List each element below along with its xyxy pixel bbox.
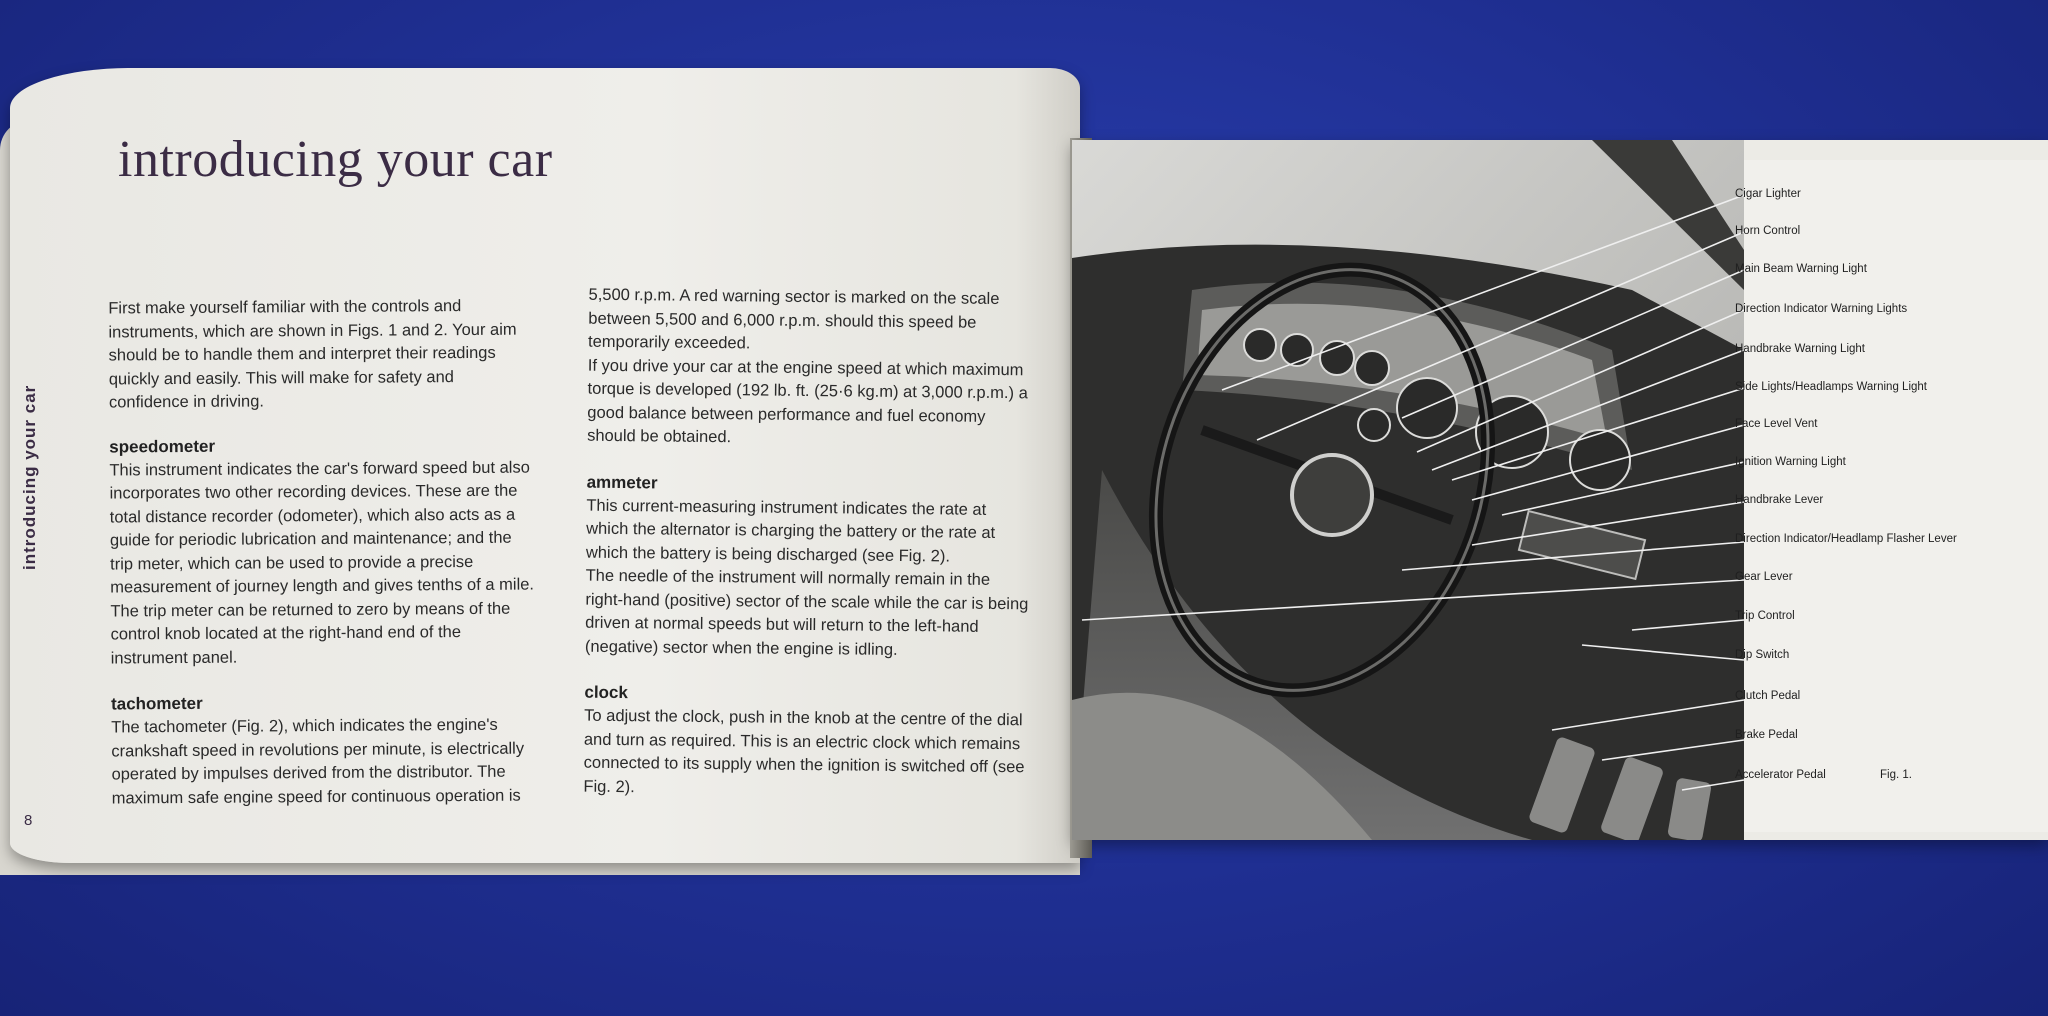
clock-text: To adjust the clock, push in the knob at the centre of the dial and turn as required. This is an electric clock which remains connected to its supply when the ignition is switched off (see Fig. 2). [583,706,1025,796]
page-title: introducing your car [118,131,553,188]
tachometer-continued-text: 5,500 r.p.m. A red warning sector is marked on the scale between 5,500 and 6,000 r.p.m. should this speed be temporarily exceeded. [588,285,1000,353]
label-main-beam-warning-light: Main Beam Warning Light [1735,263,1867,275]
tachometer-text: The tachometer (Fig. 2), which indicates the engine's crankshaft speed in revolutions per minute, is electrically operated by impulses derived from the distributor. The maximum safe engine speed for continuous operation is [111,715,525,807]
speedometer-text: This instrument indicates the car's forward speed but also incorporates two other recording devices. These are the total distance recorder (odometer), which also acts as a guide for periodic lubrication and maintenance; and the trip meter, which can be used to provide a precise measurement of journey length and gives tenths of a mile. The trip meter can be returned to zero by means of the control knob located at the right-hand end of the instrument panel. [109,458,535,667]
label-face-level-vent: Face Level Vent [1735,418,1818,430]
label-clutch-pedal: Clutch Pedal [1735,690,1801,702]
ammeter-text-2: The needle of the instrument will normally remain in the right-hand (positive) sector of the scale while the car is being driven at normal speeds but will return to the left-hand (negative) sector when the engine is idling. [584,566,1029,659]
ammeter-heading: ammeter [586,472,658,492]
label-horn-control: Horn Control [1735,225,1801,237]
dashboard-photo [1072,140,1744,840]
speedometer-heading: speedometer [109,436,216,456]
label-side-lights-warning-light: Side Lights/Headlamps Warning Light [1735,381,1927,393]
label-accelerator-pedal: Accelerator Pedal [1735,769,1826,781]
text-column-2 [583,284,1032,804]
page-number: 8 [24,812,33,829]
label-brake-pedal: Brake Pedal [1735,729,1798,741]
clock-heading: clock [584,682,629,703]
intro-paragraph: First make yourself familiar with the controls and instruments, which are shown in Figs. 1 and 2. Your aim should be to handle them and interpret their readings quickly and easily. This will make for safety and confidence in driving. [108,297,517,412]
label-handbrake-warning-light: Handbrake Warning Light [1735,343,1865,355]
tachometer-heading: tachometer [110,693,203,714]
label-ignition-warning-light: Ignition Warning Light [1735,456,1846,468]
label-direction-indicator-warning-lights: Direction Indicator Warning Lights [1735,303,1908,315]
side-running-title: introducing your car [20,384,39,570]
label-handbrake-lever: Handbrake Lever [1735,494,1824,506]
label-gear-lever: Gear Lever [1735,571,1793,583]
label-indicator-flasher-lever: Direction Indicator/Headlamp Flasher Lever [1735,533,1957,545]
label-dip-switch: Dip Switch [1735,649,1790,661]
text-column-1 [108,295,538,811]
ammeter-text: This current-measuring instrument indicates the rate at which the alternator is charging the battery or the rate at which the battery is being discharged (see Fig. 2). [585,496,996,565]
torque-paragraph: If you drive your car at the engine speed at which maximum torque is developed (192 lb. ft. (25·6 kg.m) at 3,000 r.p.m.) a good balance between performance and fuel economy should be obtained. [587,356,1028,447]
label-cigar-lighter: Cigar Lighter [1735,188,1801,200]
figure-caption: Fig. 1. [1880,769,1912,781]
label-trip-control: Trip Control [1735,610,1795,622]
